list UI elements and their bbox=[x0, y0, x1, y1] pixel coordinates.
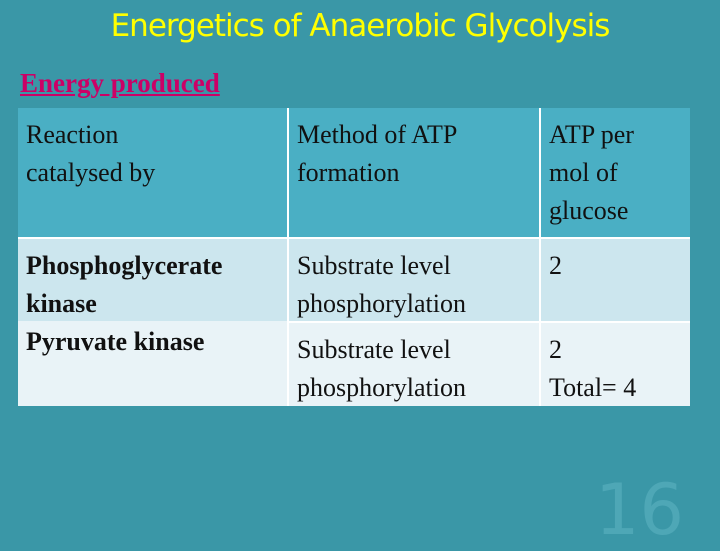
energy-table bbox=[18, 108, 690, 406]
method-cell-2 bbox=[289, 323, 539, 406]
header-text: mol of bbox=[549, 158, 618, 187]
enzyme-name: kinase bbox=[26, 289, 97, 318]
method-text: phosphorylation bbox=[297, 373, 466, 402]
method-cell-1 bbox=[289, 239, 539, 321]
method-text: Substrate level bbox=[297, 251, 451, 280]
header-text: ATP per bbox=[549, 120, 634, 149]
header-cell-method bbox=[289, 108, 539, 237]
header-text: Method of ATP bbox=[297, 120, 458, 149]
slide-number: 16 bbox=[595, 469, 685, 551]
header-text: catalysed by bbox=[26, 158, 156, 187]
enzyme-name: Pyruvate kinase bbox=[26, 327, 205, 356]
atp-total: Total= 4 bbox=[549, 373, 637, 402]
header-text: glucose bbox=[549, 196, 629, 225]
header-text: Reaction bbox=[26, 120, 119, 149]
method-text: phosphorylation bbox=[297, 289, 466, 318]
method-text: Substrate level bbox=[297, 335, 451, 364]
atp-value: 2 bbox=[549, 335, 562, 364]
header-text: formation bbox=[297, 158, 400, 187]
enzyme-name: Phosphoglycerate bbox=[26, 251, 223, 280]
slide-title: Energetics of Anaerobic Glycolysis bbox=[110, 8, 610, 44]
section-heading: Energy produced bbox=[20, 68, 220, 98]
header-cell-atp bbox=[541, 108, 690, 237]
atp-cell-2 bbox=[541, 323, 690, 406]
header-cell-reaction bbox=[18, 108, 287, 237]
enzyme-cell bbox=[18, 239, 287, 406]
atp-value: 2 bbox=[549, 251, 562, 280]
atp-cell-1 bbox=[541, 239, 690, 321]
